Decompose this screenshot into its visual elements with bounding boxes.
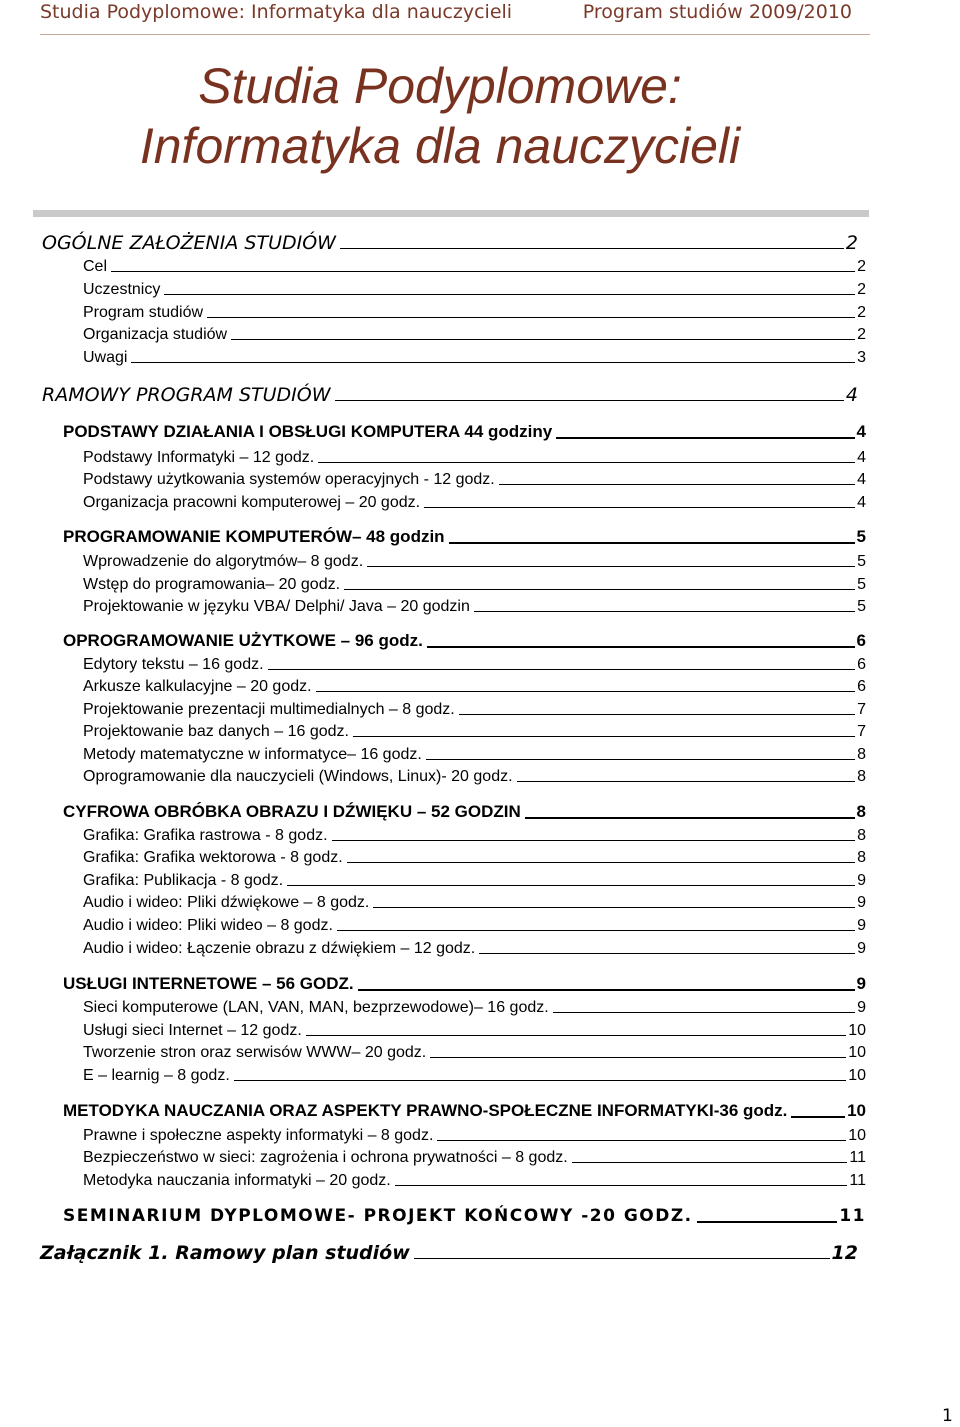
toc-entry-label: Program studiów xyxy=(83,304,204,321)
toc-leader-line xyxy=(426,758,855,760)
toc-entry[interactable] xyxy=(83,494,866,512)
toc-entry-page: 9 xyxy=(857,917,866,934)
toc-leader-line xyxy=(335,399,844,401)
toc-entry-label: CYFROWA OBRÓBKA OBRAZU I DŹWIĘKU – 52 GODZIN xyxy=(63,802,521,821)
toc-entry-label: Organizacja pracowni komputerowej – 20 godz. xyxy=(83,494,421,511)
toc-leader-line xyxy=(553,1011,855,1013)
toc-entry-label: Uwagi xyxy=(83,349,128,366)
toc-leader-line xyxy=(131,361,855,363)
toc-leader-line xyxy=(414,1257,830,1259)
toc-leader-line xyxy=(234,1079,846,1081)
toc-leader-line xyxy=(459,713,855,715)
toc-entry-page: 4 xyxy=(857,449,866,466)
toc-entry[interactable] xyxy=(83,894,866,912)
toc-entry[interactable] xyxy=(83,656,866,674)
toc-entry-label: Audio i wideo: Łączenie obrazu z dźwiękiem – 12 godz. xyxy=(83,940,476,957)
toc-entry[interactable] xyxy=(83,827,866,845)
toc-leader-line xyxy=(517,780,856,782)
toc-entry-page: 10 xyxy=(848,1067,866,1084)
toc-entry-label: E – learnig – 8 godz. xyxy=(83,1067,230,1084)
toc-entry[interactable] xyxy=(63,631,866,651)
toc-leader-line xyxy=(316,690,856,692)
toc-entry-page: 7 xyxy=(857,701,866,718)
toc-entry-page: 9 xyxy=(856,974,866,993)
toc-leader-line xyxy=(231,338,855,340)
toc-entry-page: 6 xyxy=(857,678,866,695)
toc-entry[interactable] xyxy=(83,940,866,958)
toc-entry[interactable] xyxy=(83,746,866,764)
toc-entry[interactable] xyxy=(83,678,866,696)
document-title-line2: Informatyka dla nauczycieli xyxy=(139,118,741,174)
toc-leader-line xyxy=(306,1034,846,1036)
toc-entry[interactable] xyxy=(83,872,866,890)
toc-entry[interactable] xyxy=(40,1242,858,1264)
toc-entry-label: RAMOWY PROGRAM STUDIÓW xyxy=(42,384,331,406)
toc-entry-label: Grafika: Grafika wektorowa - 8 godz. xyxy=(83,849,343,866)
toc-entry[interactable] xyxy=(63,422,866,442)
toc-entry[interactable] xyxy=(83,598,866,616)
toc-leader-line xyxy=(344,588,855,590)
toc-entry-label: Audio i wideo: Pliki wideo – 8 godz. xyxy=(83,917,333,934)
toc-entry-page: 2 xyxy=(857,258,866,275)
toc-leader-line xyxy=(556,436,854,439)
toc-entry-page: 10 xyxy=(848,1127,866,1144)
toc-leader-line xyxy=(358,988,855,991)
toc-entry[interactable] xyxy=(63,1101,866,1121)
document-title-line1: Studia Podyplomowe: xyxy=(198,58,682,114)
toc-entry-page: 5 xyxy=(856,527,866,546)
toc-entry[interactable] xyxy=(83,723,866,741)
toc-entry[interactable] xyxy=(83,553,866,571)
toc-entry-label: Prawne i społeczne aspekty informatyki – 8 godz. xyxy=(83,1127,434,1144)
toc-entry[interactable] xyxy=(63,1206,866,1226)
toc-entry-label: SEMINARIUM DYPLOMOWE- PROJEKT KOŃCOWY -20 GODZ. xyxy=(63,1206,693,1226)
toc-entry-page: 9 xyxy=(857,894,866,911)
toc-entry-page: 12 xyxy=(831,1242,858,1264)
toc-entry-label: Grafika: Publikacja - 8 godz. xyxy=(83,872,284,889)
toc-entry-page: 7 xyxy=(857,723,866,740)
toc-entry[interactable] xyxy=(63,802,866,822)
toc-entry-page: 2 xyxy=(845,232,858,254)
toc-entry-label: Tworzenie stron oraz serwisów WWW– 20 godz. xyxy=(83,1044,427,1061)
toc-entry-label: Podstawy Informatyki – 12 godz. xyxy=(83,449,315,466)
toc-entry-page: 8 xyxy=(857,746,866,763)
toc-entry-page: 4 xyxy=(857,494,866,511)
toc-entry-page: 8 xyxy=(857,827,866,844)
toc-entry-label: OGÓLNE ZAŁOŻENIA STUDIÓW xyxy=(42,232,336,254)
toc-entry-page: 10 xyxy=(848,1044,866,1061)
toc-leader-line xyxy=(332,839,856,841)
toc-entry-page: 5 xyxy=(857,576,866,593)
toc-leader-line xyxy=(395,1184,848,1186)
toc-entry-label: Organizacja studiów xyxy=(83,326,228,343)
toc-entry-page: 3 xyxy=(857,349,866,366)
toc-entry-label: OPROGRAMOWANIE UŻYTKOWE – 96 godz. xyxy=(63,631,423,650)
toc-entry[interactable] xyxy=(83,1022,866,1040)
toc-leader-line xyxy=(437,1139,846,1141)
toc-entry-label: Metody matematyczne w informatyce– 16 godz. xyxy=(83,746,422,763)
toc-leader-line xyxy=(337,929,855,931)
running-header xyxy=(40,0,870,35)
toc-leader-line xyxy=(353,735,855,737)
toc-leader-line xyxy=(572,1161,848,1163)
toc-leader-line xyxy=(207,316,855,318)
toc-entry-label: Załącznik 1. Ramowy plan studiów xyxy=(40,1242,410,1264)
toc-entry-page: 4 xyxy=(845,384,858,406)
toc-leader-line xyxy=(318,461,855,463)
toc-entry-page: 4 xyxy=(857,471,866,488)
toc-leader-line xyxy=(474,610,855,612)
toc-entry-label: Bezpieczeństwo w sieci: zagrożenia i ochrona prywatności – 8 godz. xyxy=(83,1149,568,1166)
toc-leader-line xyxy=(287,884,855,886)
toc-entry-label: Uczestnicy xyxy=(83,281,161,298)
toc-leader-line xyxy=(347,861,855,863)
toc-entry-page: 9 xyxy=(857,940,866,957)
toc-entry[interactable] xyxy=(83,1044,866,1062)
toc-entry-page: 9 xyxy=(857,872,866,889)
toc-entry-label: Wprowadzenie do algorytmów– 8 godz. xyxy=(83,553,364,570)
toc-leader-line xyxy=(268,668,856,670)
toc-entry[interactable] xyxy=(83,917,866,935)
toc-entry[interactable] xyxy=(83,1172,866,1190)
toc-entry-label: Podstawy użytkowania systemów operacyjnych - 12 godz. xyxy=(83,471,495,488)
document-title xyxy=(0,56,880,176)
toc-entry-page: 6 xyxy=(856,631,866,650)
toc-entry[interactable] xyxy=(83,701,866,719)
toc-leader-line xyxy=(111,270,855,272)
toc-entry-label: PROGRAMOWANIE KOMPUTERÓW– 48 godzin xyxy=(63,527,445,546)
toc-entry-page: 5 xyxy=(857,598,866,615)
toc-leader-line xyxy=(367,565,855,567)
toc-entry-page: 11 xyxy=(849,1149,866,1166)
toc-entry[interactable] xyxy=(83,768,866,786)
page-number: 1 xyxy=(942,1406,953,1426)
toc-entry-label: Edytory tekstu – 16 godz. xyxy=(83,656,264,673)
toc-leader-line xyxy=(791,1115,845,1118)
toc-entry-label: Wstęp do programowania– 20 godz. xyxy=(83,576,341,593)
toc-leader-line xyxy=(697,1220,838,1223)
toc-leader-line xyxy=(449,541,855,544)
toc-entry-page: 6 xyxy=(857,656,866,673)
toc-entry-label: Cel xyxy=(83,258,108,275)
toc-leader-line xyxy=(525,816,855,819)
toc-entry-page: 10 xyxy=(847,1101,866,1120)
header-program-year: Program studiów 2009/2010 xyxy=(582,1,852,23)
toc-entry-page: 10 xyxy=(848,1022,866,1039)
toc-entry-page: 9 xyxy=(857,999,866,1016)
toc-entry[interactable] xyxy=(42,232,858,254)
toc-entry-page: 11 xyxy=(849,1172,866,1189)
toc-leader-line xyxy=(499,483,855,485)
toc-leader-line xyxy=(427,645,855,648)
title-divider xyxy=(33,210,869,217)
toc-entry-label: Projektowanie w języku VBA/ Delphi/ Java – 20 godzin xyxy=(83,598,470,615)
toc-entry-label: Oprogramowanie dla nauczycieli (Windows, Linux)- 20 godz. xyxy=(83,768,513,785)
toc-leader-line xyxy=(340,247,844,249)
toc-entry-page: 8 xyxy=(856,802,866,821)
toc-entry-page: 4 xyxy=(856,422,866,441)
toc-leader-line xyxy=(430,1056,846,1058)
toc-entry[interactable] xyxy=(83,349,866,367)
toc-entry[interactable] xyxy=(83,326,866,344)
toc-entry-page: 11 xyxy=(839,1206,866,1226)
toc-entry-page: 2 xyxy=(857,326,866,343)
toc-entry[interactable] xyxy=(83,1127,866,1145)
toc-entry-label: PODSTAWY DZIAŁANIA I OBSŁUGI KOMPUTERA 44 godziny xyxy=(63,422,553,441)
toc-entry[interactable] xyxy=(83,449,866,467)
header-doc-title: Studia Podyplomowe: Informatyka dla nauczycieli xyxy=(40,1,513,23)
toc-entry-page: 8 xyxy=(857,768,866,785)
toc-entry-label: Projektowanie baz danych – 16 godz. xyxy=(83,723,349,740)
toc-leader-line xyxy=(424,506,855,508)
toc-entry[interactable] xyxy=(83,471,866,489)
toc-entry-label: USŁUGI INTERNETOWE – 56 GODZ. xyxy=(63,974,354,993)
toc-entry-label: Metodyka nauczania informatyki – 20 godz. xyxy=(83,1172,391,1189)
toc-entry-label: Sieci komputerowe (LAN, VAN, MAN, bezprzewodowe)– 16 godz. xyxy=(83,999,549,1016)
toc-entry[interactable] xyxy=(83,999,866,1017)
toc-entry-label: Grafika: Grafika rastrowa - 8 godz. xyxy=(83,827,328,844)
toc-entry-page: 2 xyxy=(857,281,866,298)
toc-leader-line xyxy=(164,293,855,295)
toc-entry[interactable] xyxy=(83,258,866,276)
toc-entry-page: 2 xyxy=(857,304,866,321)
toc-entry[interactable] xyxy=(83,1067,866,1085)
toc-entry-label: METODYKA NAUCZANIA ORAZ ASPEKTY PRAWNO-SPOŁECZNE INFORMATYKI-36 godz. xyxy=(63,1101,788,1120)
toc-entry[interactable] xyxy=(63,974,866,994)
toc-leader-line xyxy=(479,952,855,954)
toc-leader-line xyxy=(373,906,855,908)
toc-entry[interactable] xyxy=(63,527,866,547)
toc-entry-page: 8 xyxy=(857,849,866,866)
toc-entry[interactable] xyxy=(83,304,866,322)
toc-entry-label: Usługi sieci Internet – 12 godz. xyxy=(83,1022,302,1039)
toc-entry[interactable] xyxy=(83,849,866,867)
toc-entry[interactable] xyxy=(83,281,866,299)
toc-entry-label: Projektowanie prezentacji multimedialnych – 8 godz. xyxy=(83,701,455,718)
toc-entry[interactable] xyxy=(83,1149,866,1167)
toc-entry-label: Audio i wideo: Pliki dźwiękowe – 8 godz. xyxy=(83,894,370,911)
toc-entry[interactable] xyxy=(42,384,858,406)
toc-entry[interactable] xyxy=(83,576,866,594)
toc-entry-page: 5 xyxy=(857,553,866,570)
toc-entry-label: Arkusze kalkulacyjne – 20 godz. xyxy=(83,678,312,695)
